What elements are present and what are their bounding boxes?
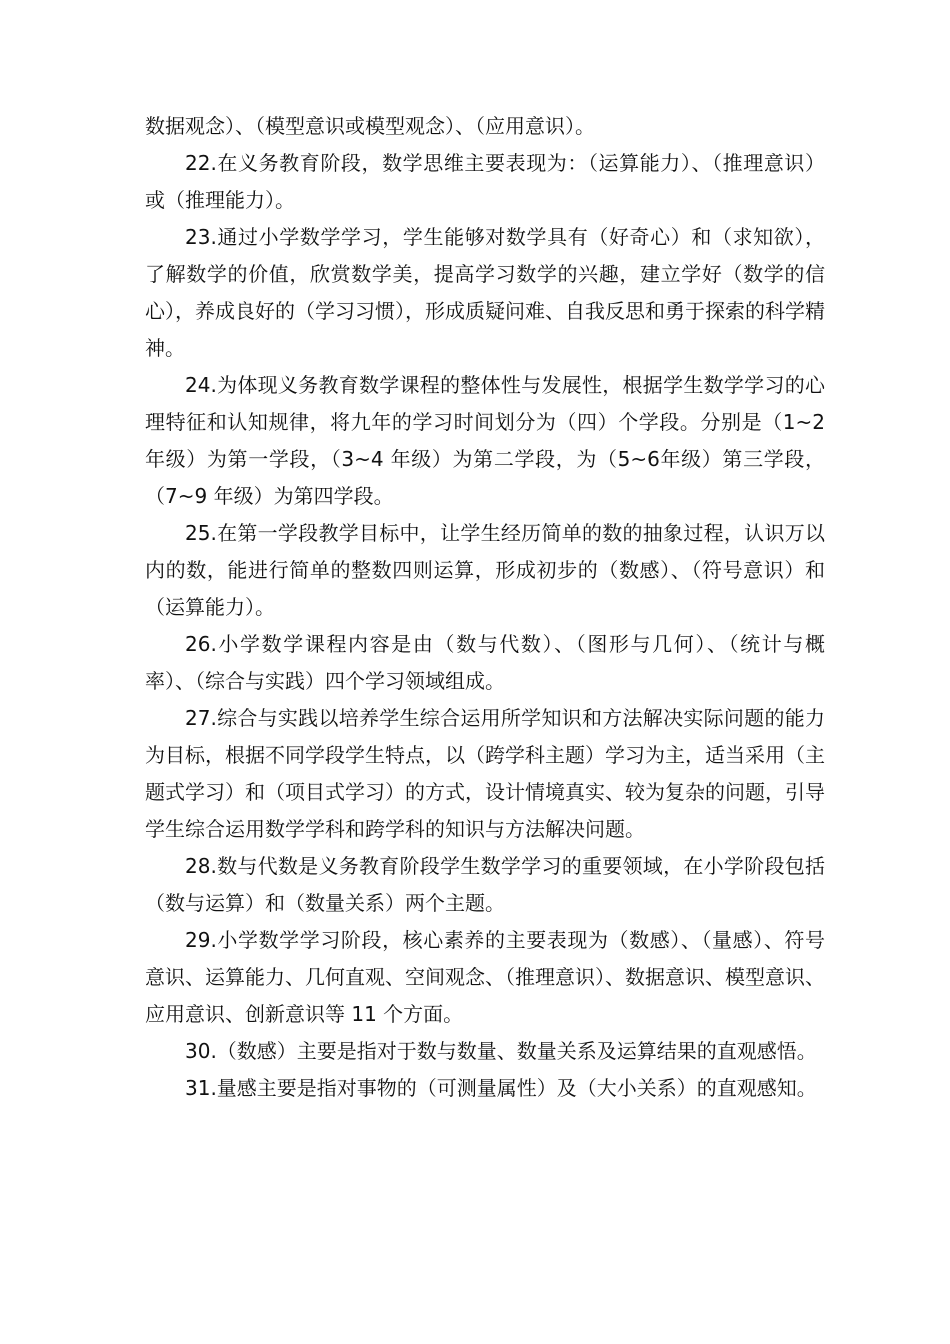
paragraph-item-27: 27.综合与实践以培养学生综合运用所学知识和方法解决实际问题的能力为目标，根据不同学段学生特点，以（跨学科主题）学习为主，适当采用（主题式学习）和（项目式学习）的方式，设计情境真实、较为复杂的问题，引导学生综合运用数学学科和跨学科的知识与方法解决问题。 bbox=[145, 706, 825, 841]
paragraph-item-28: 28.数与代数是义务教育阶段学生数学学习的重要领域，在小学阶段包括（数与运算）和（数量关系）两个主题。 bbox=[145, 854, 825, 915]
paragraph-item-30: 30.（数感）主要是指对于数与数量、数量关系及运算结果的直观感悟。 bbox=[185, 1039, 817, 1063]
paragraph-item-23: 23.通过小学数学学习，学生能够对数学具有（好奇心）和（求知欲），了解数学的价值，欣赏数学美，提高学习数学的兴趣，建立学好（数学的信心），养成良好的（学习习惯），形成质疑问难、自我反思和勇于探索的科学精神。 bbox=[145, 225, 825, 360]
paragraph-item-25: 25.在第一学段教学目标中，让学生经历简单的数的抽象过程，认识万以内的数，能进行简单的整数四则运算，形成初步的（数感）、（符号意识）和（运算能力）。 bbox=[145, 521, 825, 619]
document-body bbox=[145, 108, 825, 1107]
paragraph-item-26: 26.小学数学课程内容是由（数与代数）、（图形与几何）、（统计与概率）、（综合与实践）四个学习领域组成。 bbox=[145, 632, 825, 693]
paragraph-item-29: 29.小学数学学习阶段，核心素养的主要表现为（数感）、（量感）、符号意识、运算能力、几何直观、空间观念、（推理意识）、数据意识、模型意识、应用意识、创新意识等 11 个方面。 bbox=[145, 928, 825, 1026]
paragraph-continuation: 数据观念）、（模型意识或模型观念）、（应用意识）。 bbox=[145, 114, 595, 138]
paragraph-item-24: 24.为体现义务教育数学课程的整体性与发展性，根据学生数学学习的心理特征和认知规律，将九年的学习时间划分为（四）个学段。分别是（1~2 年级）为第一学段，（3~4 年级）为第二学段，为（5~6年级）第三学段，（7~9 年级）为第四学段。 bbox=[145, 373, 825, 508]
paragraph-item-31: 31.量感主要是指对事物的（可测量属性）及（大小关系）的直观感知。 bbox=[185, 1076, 817, 1100]
paragraph-item-22: 22.在义务教育阶段，数学思维主要表现为：（运算能力）、（推理意识）或（推理能力）。 bbox=[145, 151, 825, 212]
